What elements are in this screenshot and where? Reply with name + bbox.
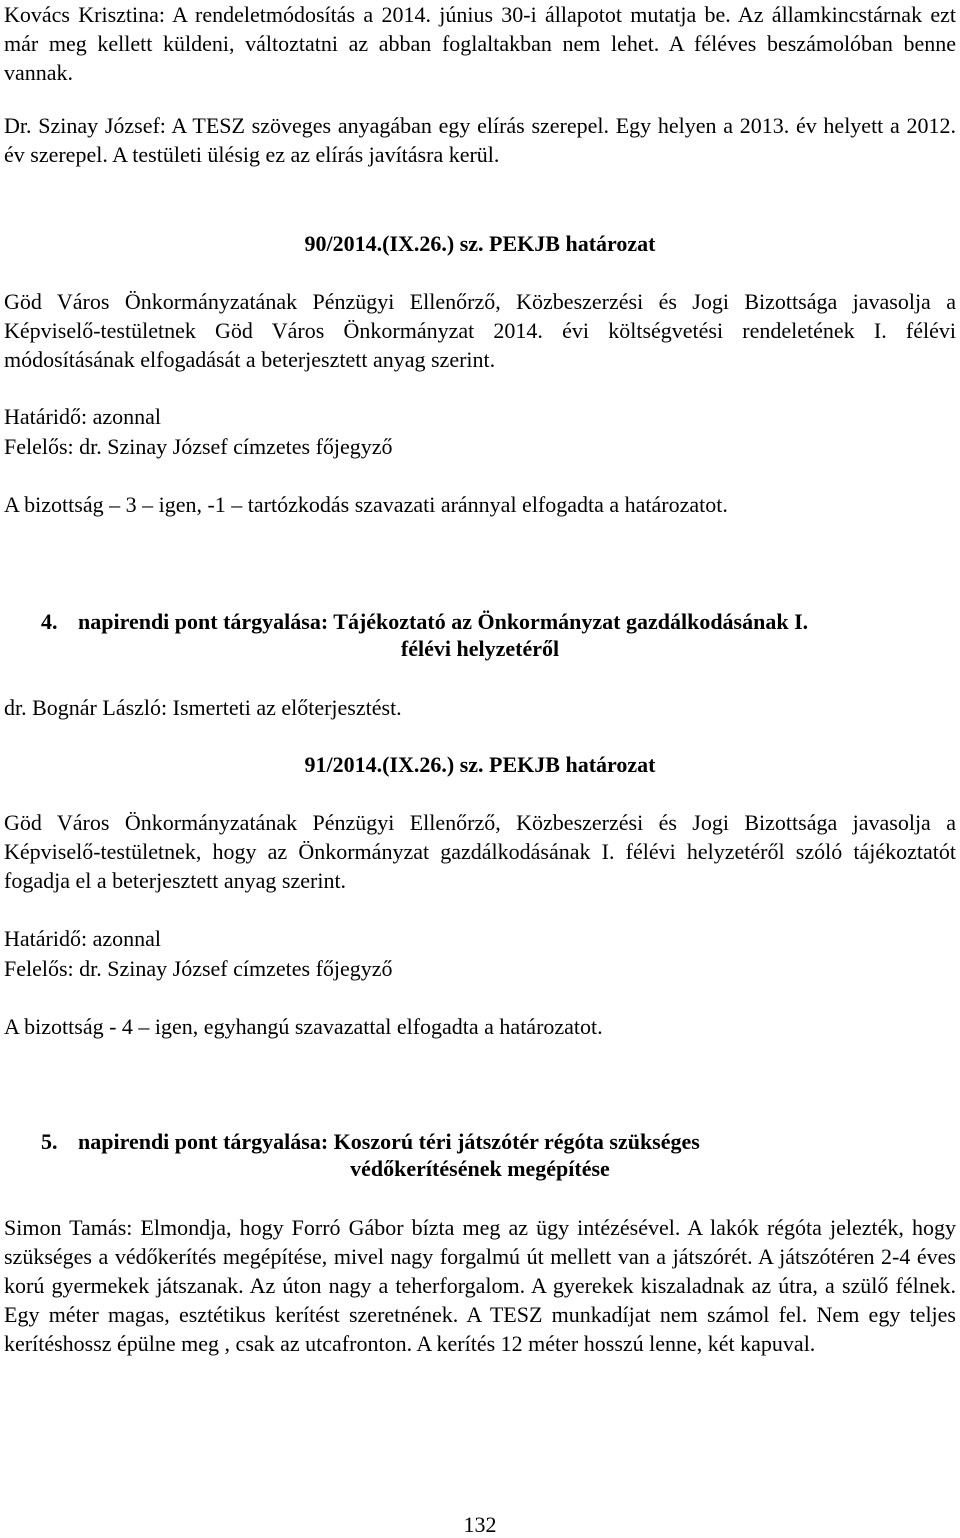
agenda-5-heading xyxy=(4,1128,956,1184)
resolution-90-responsible: Felelős: dr. Szinay József címzetes főjegyző xyxy=(4,434,393,459)
resolution-90-vote: A bizottság – 3 – igen, -1 – tartózkodás szavazati aránnyal elfogadta a határozatot. xyxy=(4,492,728,517)
resolution-90-body: Göd Város Önkormányzatának Pénzügyi Ellenőrző, Közbeszerzési és Jogi Bizottsága javasolja a Képviselő-testületnek Göd Város Önkormányzat 2014. évi költségvetési rendeletének I. félévi módosításának elfogadását a beterjesztett anyag szerint. xyxy=(4,289,956,372)
agenda-4-title-line1: napirendi pont tárgyalása: Tájékoztató az Önkormányzat gazdálkodásának I. xyxy=(78,609,809,634)
resolution-91-deadline: Határidő: azonnal xyxy=(4,926,161,951)
agenda-4-presenter: dr. Bognár László: Ismerteti az előterjesztést. xyxy=(4,695,402,720)
resolution-91-vote: A bizottság - 4 – igen, egyhangú szavazattal elfogadta a határozatot. xyxy=(4,1014,603,1039)
resolution-91-body: Göd Város Önkormányzatának Pénzügyi Ellenőrző, Közbeszerzési és Jogi Bizottsága javasolja a Képviselő-testületnek, hogy az Önkormányzat gazdálkodásának I. félévi helyzetéről szóló tájékoztatót fogadja el a beterjesztett anyag szerint. xyxy=(4,810,956,893)
agenda-5-title-line1: napirendi pont tárgyalása: Koszorú téri játszótér régóta szükséges xyxy=(78,1129,700,1154)
simon-statement: Simon Tamás: Elmondja, hogy Forró Gábor bízta meg az ügy intézésével. A lakók régóta jelezték, hogy szükséges a védőkerítés megépítése, mivel nagy forgalmú út mellett van a játszórét. A játszótéren 2-4 éves korú gyermekek játszanak. Az úton nagy a teherforgalom. A gyerekek kiszaladnak az útra, a szülő félnek. Egy méter magas, esztétikus kerítést szeretnének. A TESZ munkadíjat nem számol fel. Nem egy teljes kerítéshossz épülne meg , csak az utcafronton. A kerítés 12 méter hosszú lenne, két kapuval. xyxy=(4,1215,956,1356)
resolution-90-deadline: Határidő: azonnal xyxy=(4,404,161,429)
resolution-90-title: 90/2014.(IX.26.) sz. PEKJB határozat xyxy=(304,231,656,256)
page-number: 132 xyxy=(463,1512,497,1537)
agenda-5-number: 5. xyxy=(41,1129,58,1154)
szinay-statement: Dr. Szinay József: A TESZ szöveges anyagában egy elírás szerepel. Egy helyen a 2013. év helyett a 2012. év szerepel. A testületi ülésig ez az elírás javításra kerül. xyxy=(4,113,956,167)
agenda-4-title-line2: félévi helyzetéről xyxy=(400,636,560,661)
kovacs-statement: Kovács Krisztina: A rendeletmódosítás a 2014. június 30-i állapotot mutatja be. Az államkincstárnak ezt már meg kellett küldeni, változtatni az abban foglaltakban nem lehet. A féléves beszámolóban benne vannak. xyxy=(4,2,956,85)
agenda-5-title-line2: védőkerítésének megépítése xyxy=(350,1156,610,1181)
agenda-4-number: 4. xyxy=(41,609,58,634)
agenda-4-heading xyxy=(4,608,956,664)
resolution-91-responsible: Felelős: dr. Szinay József címzetes főjegyző xyxy=(4,956,393,981)
resolution-91-title: 91/2014.(IX.26.) sz. PEKJB határozat xyxy=(304,752,656,777)
